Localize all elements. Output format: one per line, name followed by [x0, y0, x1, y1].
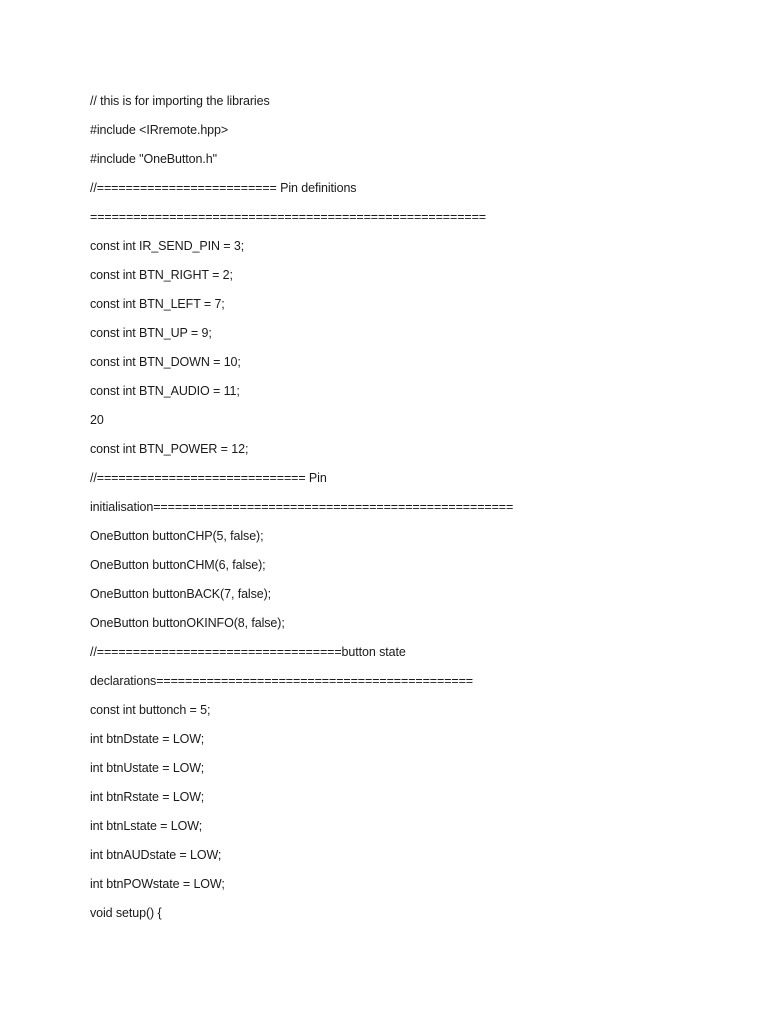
code-line-btn-down: const int BTN_DOWN = 10;: [90, 355, 241, 369]
code-line-pin-definitions-header: //========================= Pin definitions: [90, 181, 357, 195]
code-line-btn-rstate: int btnRstate = LOW;: [90, 790, 205, 804]
code-line-btn-lstate: int btnLstate = LOW;: [90, 819, 203, 833]
code-line-btn-audio: const int BTN_AUDIO = 11;: [90, 384, 240, 398]
code-line-stray-number: 20: [90, 413, 104, 427]
code-line-btn-left: const int BTN_LEFT = 7;: [90, 297, 225, 311]
code-line-btn-powstate: int btnPOWstate = LOW;: [90, 877, 225, 891]
code-line-button-chm: OneButton buttonCHM(6, false);: [90, 558, 266, 572]
code-line-button-back: OneButton buttonBACK(7, false);: [90, 587, 272, 601]
code-line-btn-dstate: int btnDstate = LOW;: [90, 732, 205, 746]
code-line-btn-audstate: int btnAUDstate = LOW;: [90, 848, 222, 862]
code-line-declarations-separator: declarations============================================: [90, 674, 473, 688]
code-line-btn-ustate: int btnUstate = LOW;: [90, 761, 205, 775]
code-line-pin-init-separator: initialisation==================================================: [90, 500, 514, 514]
code-line-pin-init-header: //============================= Pin: [90, 471, 327, 485]
code-line-include-irremote: #include <IRremote.hpp>: [90, 123, 229, 137]
code-line-buttonch: const int buttonch = 5;: [90, 703, 211, 717]
code-line-button-chp: OneButton buttonCHP(5, false);: [90, 529, 264, 543]
code-line-btn-right: const int BTN_RIGHT = 2;: [90, 268, 233, 282]
code-line-separator: =======================================================: [90, 210, 486, 224]
code-line-comment-import: // this is for importing the libraries: [90, 94, 270, 108]
code-line-button-okinfo: OneButton buttonOKINFO(8, false);: [90, 616, 285, 630]
code-line-btn-up: const int BTN_UP = 9;: [90, 326, 212, 340]
code-text-block: [90, 93, 730, 934]
code-line-include-onebutton: #include "OneButton.h": [90, 152, 217, 166]
code-line-button-state-header: //==================================button state: [90, 645, 406, 659]
code-line-ir-send-pin: const int IR_SEND_PIN = 3;: [90, 239, 245, 253]
code-line-btn-power: const int BTN_POWER = 12;: [90, 442, 249, 456]
code-line-void-setup: void setup() {: [90, 906, 162, 920]
